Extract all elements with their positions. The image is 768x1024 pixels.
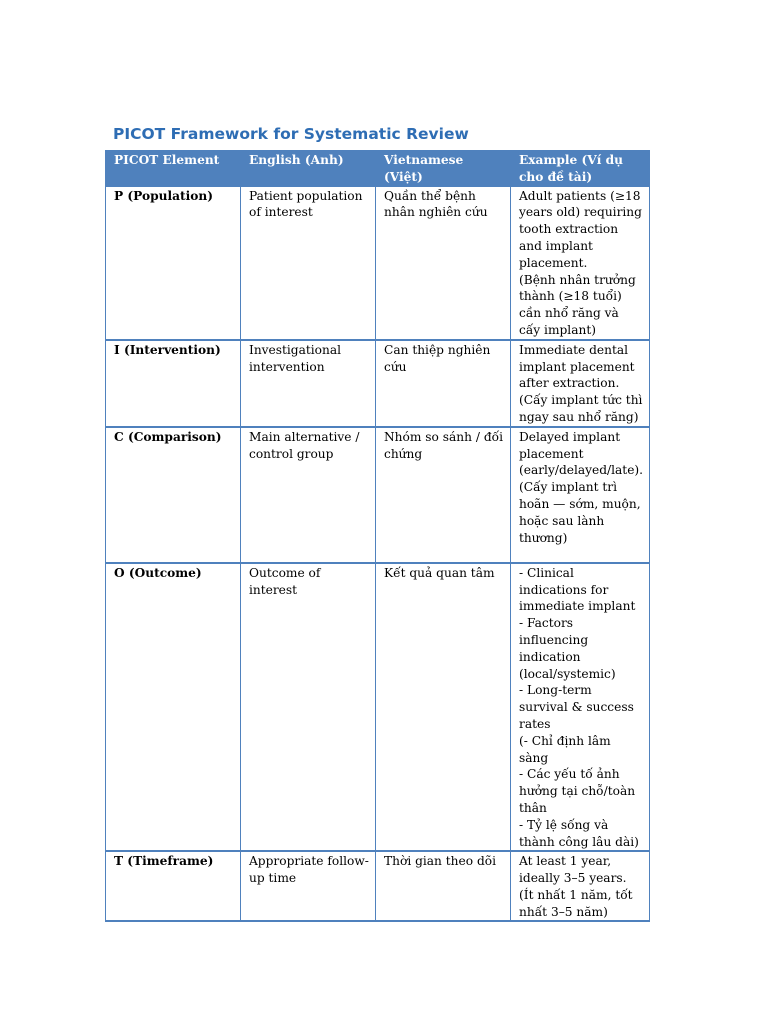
table-row — [106, 340, 650, 427]
example-cell — [511, 563, 650, 852]
table-header-row — [106, 151, 650, 187]
table-row — [106, 427, 650, 563]
picot-element-cell: C (Comparison) — [106, 427, 241, 563]
vietnamese-cell: Nhóm so sánh / đối chứng — [376, 427, 511, 563]
header-vietnamese: Vietnamese (Việt) — [376, 151, 511, 187]
picot-element-cell: O (Outcome) — [106, 563, 241, 852]
header-picot-element: PICOT Element — [106, 151, 241, 187]
document-title: PICOT Framework for Systematic Review — [113, 125, 469, 143]
example-cell — [511, 427, 650, 563]
example-line: (Cấy implant trì hoãn — sớm, muộn, hoặc sau lành thương) — [519, 480, 645, 545]
example-line: - Các yếu tố ảnh hưởng tại chỗ/toàn thân — [519, 767, 639, 815]
english-cell: Investigational intervention — [241, 340, 376, 427]
picot-table — [105, 150, 650, 922]
picot-element-cell: T (Timeframe) — [106, 851, 241, 921]
example-line: - Clinical indications for immediate implant — [519, 565, 636, 614]
vietnamese-cell: Thời gian theo dõi — [376, 851, 511, 921]
english-cell: Appropriate follow-up time — [241, 851, 376, 921]
example-line: - Tỷ lệ sống và thành công lâu dài) — [519, 817, 639, 849]
example-cell — [511, 851, 650, 921]
example-cell — [511, 186, 650, 340]
vietnamese-cell: Quần thể bệnh nhân nghiên cứu — [376, 186, 511, 340]
picot-element-cell: I (Intervention) — [106, 340, 241, 427]
example-line: (Cấy implant tức thì ngay sau nhổ răng) — [519, 393, 647, 424]
example-cell — [511, 340, 650, 427]
english-cell: Main alternative / control group — [241, 427, 376, 563]
example-line: Delayed implant placement (early/delayed/late). — [519, 429, 644, 478]
example-line: At least 1 year, ideally 3–5 years. — [519, 854, 627, 886]
example-line: Immediate dental implant placement after extraction. — [519, 342, 639, 391]
english-cell: Outcome of interest — [241, 563, 376, 852]
table-row — [106, 563, 650, 852]
example-line: - Factors influencing indication (local/systemic) — [519, 616, 616, 681]
english-cell: Patient population of interest — [241, 186, 376, 340]
example-line: - Long-term survival & success rates — [519, 683, 638, 731]
table-row — [106, 851, 650, 921]
picot-element-cell: P (Population) — [106, 186, 241, 340]
header-english: English (Anh) — [241, 151, 376, 187]
example-line: (- Chỉ định lâm sàng — [519, 733, 615, 765]
header-example: Example (Ví dụ cho đề tài) — [511, 151, 650, 187]
example-line: (Bệnh nhân trưởng thành (≥18 tuổi) cần nhổ răng và cấy implant) — [519, 272, 640, 337]
vietnamese-cell: Kết quả quan tâm — [376, 563, 511, 852]
example-line: (Ít nhất 1 năm, tốt nhất 3–5 năm) — [519, 887, 637, 919]
vietnamese-cell: Can thiệp nghiên cứu — [376, 340, 511, 427]
table-row — [106, 186, 650, 340]
example-line: Adult patients (≥18 years old) requiring tooth extraction and implant placement. — [519, 188, 646, 270]
